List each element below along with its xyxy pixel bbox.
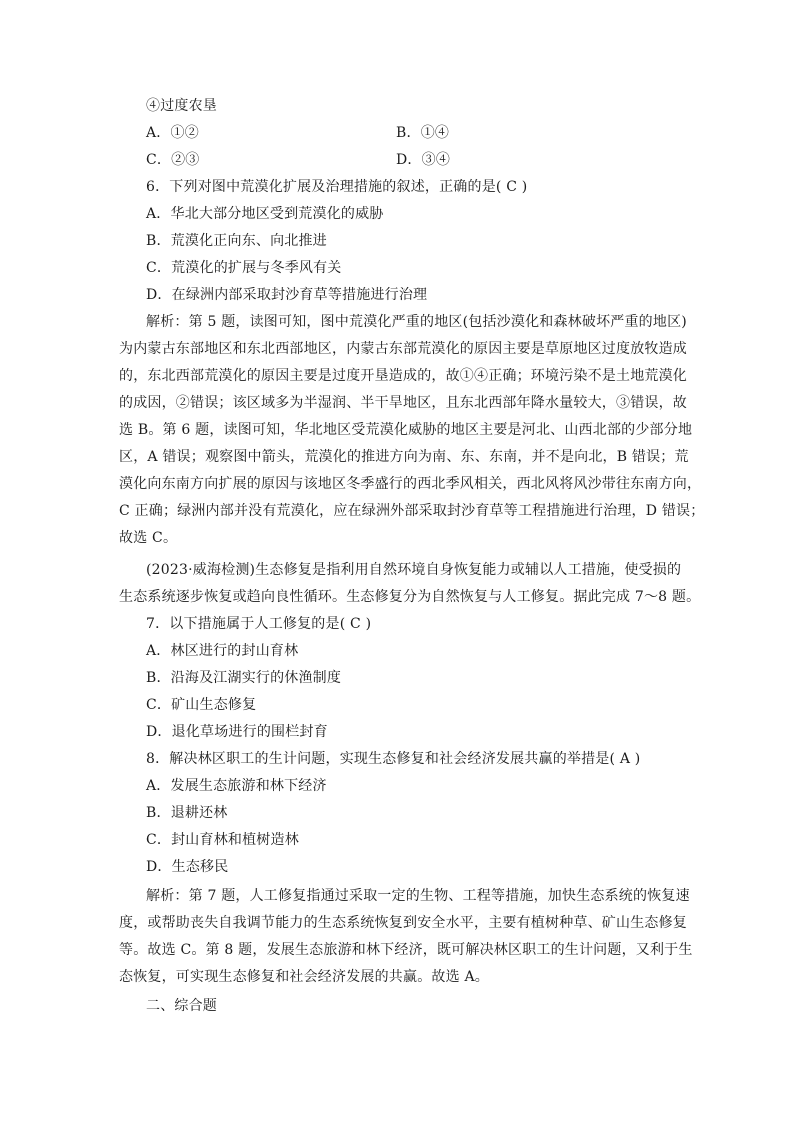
q8-choice-a: A．发展生态旅游和林下经济 [146, 778, 327, 794]
q8-choice-c: C．封山育林和植树造林 [146, 832, 299, 848]
analysis2-line: 等。故选 C。第 8 题，发展生态旅游和林下经济，既可解决林区职工的生计问题，又利于生 [119, 942, 693, 958]
analysis2-line: 态恢复，可实现生态修复和社会经济发展的共赢。故选 A。 [119, 969, 489, 985]
section-heading: 二、综合题 [146, 998, 217, 1014]
q7-choice-c: C．矿山生态修复 [146, 697, 257, 713]
analysis1-line: 解析：第 5 题，读图可知，图中荒漠化严重的地区(包括沙漠化和森林破坏严重的地区) [146, 314, 687, 330]
analysis1-line: 漠化向东南方向扩展的原因与该地区冬季盛行的西北季风相关，西北风将风沙带往东南方向， [119, 476, 702, 492]
intro78-line: (2023·威海检测)生态修复是指利用自然环境自身恢复能力或辅以人工措施，使受损的 [146, 562, 682, 578]
q5-option-4: ④过度农垦 [146, 98, 217, 114]
analysis1-line: C 正确；绿洲内部并没有荒漠化，应在绿洲外部采取封沙育草等工程措施进行治理，D 错误； [119, 503, 705, 519]
q5-choice-b: B．①④ [396, 125, 450, 141]
q5-choice-a: A．①② [146, 125, 199, 141]
analysis1-line: 区，A 错误；观察图中箭头，荒漠化的推进方向为南、东、东南，并不是向北，B 错误；荒 [119, 449, 689, 465]
q5-choice-d: D．③④ [396, 152, 451, 168]
analysis1-line: 为内蒙古东部地区和东北西部地区，内蒙古东部荒漠化的原因主要是草原地区过度放牧造成 [119, 341, 687, 357]
analysis1-line: 故选 C。 [119, 530, 178, 546]
q8-choice-d: D．生态移民 [146, 859, 229, 875]
q6-choice-b: B．荒漠化正向东、向北推进 [146, 233, 327, 249]
q7-stem: 7．以下措施属于人工修复的是( C ) [146, 616, 372, 632]
q8-stem: 8．解决林区职工的生计问题，实现生态修复和社会经济发展共赢的举措是( A ) [146, 751, 641, 767]
q6-choice-d: D．在绿洲内部采取封沙育草等措施进行治理 [146, 287, 428, 303]
q7-choice-b: B．沿海及江湖实行的休渔制度 [146, 670, 342, 686]
q6-choice-a: A．华北大部分地区受到荒漠化的威胁 [146, 206, 384, 222]
analysis1-line: 的成因，②错误；该区域多为半湿润、半干旱地区，且东北西部年降水量较大，③错误，故 [119, 395, 687, 411]
intro78-line: 生态系统逐步恢复或趋向良性循环。生态修复分为自然恢复与人工修复。据此完成 7～8 题。 [119, 589, 701, 605]
q5-choice-c: C．②③ [146, 152, 200, 168]
q7-choice-d: D．退化草场进行的围栏封育 [146, 724, 328, 740]
analysis2-line: 度，或帮助丧失自我调节能力的生态系统恢复到安全水平，主要有植树种草、矿山生态修复 [119, 915, 687, 931]
q8-choice-b: B．退耕还林 [146, 805, 228, 821]
analysis1-line: 的，东北西部荒漠化的原因主要是过度开垦造成的，故①④正确；环境污染不是土地荒漠化 [119, 368, 687, 384]
q6-stem: 6．下列对图中荒漠化扩展及治理措施的叙述，正确的是( C ) [146, 179, 528, 195]
analysis1-line: 选 B。第 6 题，读图可知，华北地区受荒漠化威胁的地区主要是河北、山西北部的少部分地 [119, 422, 693, 438]
analysis2-line: 解析：第 7 题，人工修复指通过采取一定的生物、工程等措施，加快生态系统的恢复速 [146, 888, 690, 904]
q6-choice-c: C．荒漠化的扩展与冬季风有关 [146, 260, 342, 276]
q7-choice-a: A．林区进行的封山育林 [146, 643, 299, 659]
